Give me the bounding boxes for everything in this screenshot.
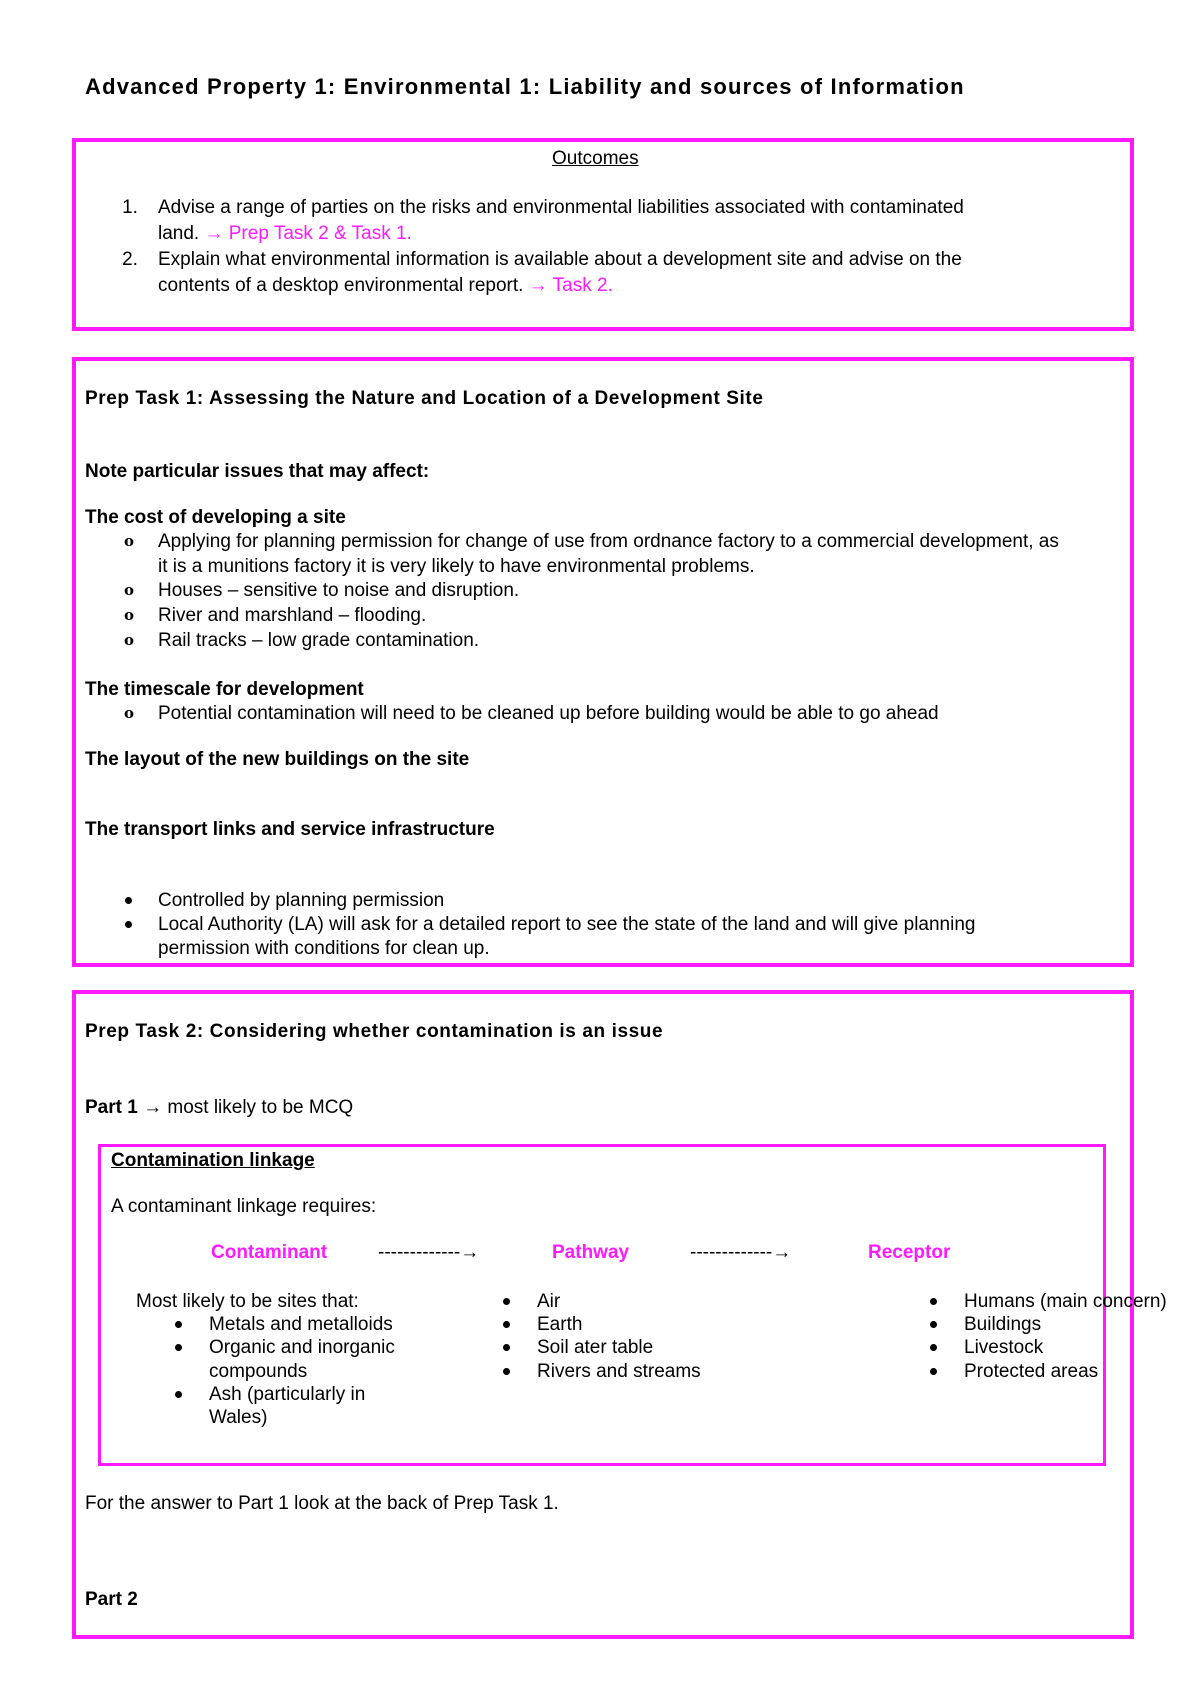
- arrow: -------------→: [690, 1242, 792, 1263]
- bullet-dot: [503, 1368, 510, 1375]
- receptor-item: Buildings: [964, 1314, 1042, 1335]
- cost-item: Houses – sensitive to noise and disruption.: [158, 580, 520, 601]
- receptor-item: Protected areas: [964, 1361, 1099, 1382]
- cost-item: Applying for planning permission for change of use from ordnance factory to a commercial development, as: [158, 531, 1059, 552]
- part-2-label: Part 2: [85, 1589, 138, 1610]
- bullet-dot: [175, 1391, 182, 1398]
- pathway-item: Rivers and streams: [537, 1361, 701, 1382]
- prep-task-1-heading: Prep Task 1: Assessing the Nature and Location of a Development Site: [85, 388, 764, 409]
- receptor-item: Humans (main concern): [964, 1291, 1167, 1312]
- part-1-text: → most likely to be MCQ: [143, 1097, 354, 1118]
- bullet-dot: [175, 1344, 182, 1351]
- bullet-dot: [175, 1321, 182, 1328]
- transport-heading: The transport links and service infrastructure: [85, 819, 495, 840]
- bullet-dot: [503, 1344, 510, 1351]
- cost-heading: The cost of developing a site: [85, 507, 346, 528]
- contaminant-intro: Most likely to be sites that:: [136, 1291, 359, 1312]
- outcome-text: contents of a desktop environmental report. → Task 2.: [158, 275, 613, 296]
- answer-note: For the answer to Part 1 look at the back of Prep Task 1.: [85, 1493, 559, 1514]
- pathway-item: Air: [537, 1291, 561, 1312]
- receptor-label: Receptor: [868, 1242, 951, 1263]
- outcome-number: 2.: [122, 249, 138, 270]
- outcome-text: land. → Prep Task 2 & Task 1.: [158, 223, 412, 244]
- cost-item: it is a munitions factory it is very likely to have environmental problems.: [158, 556, 755, 577]
- outcome-number: 1.: [122, 197, 138, 218]
- bullet-dot: [125, 921, 132, 928]
- contaminant-item: Organic and inorganic: [209, 1337, 395, 1358]
- timescale-item: Potential contamination will need to be cleaned up before building would be able to go ahead: [158, 703, 939, 724]
- bullet-marker: o: [124, 606, 135, 624]
- receptor-item: Livestock: [964, 1337, 1044, 1358]
- cost-item: River and marshland – flooding.: [158, 605, 427, 626]
- cost-item: Rail tracks – low grade contamination.: [158, 630, 480, 651]
- bullet-dot: [930, 1298, 937, 1305]
- prep-task-1-box: [72, 357, 1134, 967]
- page-title: Advanced Property 1: Environmental 1: Liability and sources of Information: [85, 74, 965, 99]
- timescale-heading: The timescale for development: [85, 679, 364, 700]
- bullet-item: permission with conditions for clean up.: [158, 938, 490, 959]
- bullet-item: Controlled by planning permission: [158, 890, 445, 911]
- part-1-label: Part 1: [85, 1097, 138, 1118]
- contaminant-item: Ash (particularly in: [209, 1384, 366, 1405]
- linkage-intro: A contaminant linkage requires:: [111, 1196, 377, 1217]
- arrow: -------------→: [378, 1242, 480, 1263]
- bullet-dot: [503, 1321, 510, 1328]
- contaminant-item: Wales): [209, 1407, 268, 1428]
- bullet-dot: [930, 1321, 937, 1328]
- contaminant-item: compounds: [209, 1361, 308, 1382]
- outcome-text: Advise a range of parties on the risks and environmental liabilities associated with contaminated: [158, 197, 964, 218]
- linkage-heading: Contamination linkage: [111, 1150, 315, 1171]
- contaminant-label: Contaminant: [211, 1242, 328, 1263]
- layout-heading: The layout of the new buildings on the site: [85, 749, 470, 770]
- outcome-link[interactable]: → Task 2.: [528, 275, 613, 296]
- bullet-marker: o: [124, 704, 135, 722]
- part-1-line: [85, 1096, 353, 1120]
- bullet-dot: [503, 1298, 510, 1305]
- bullet-marker: o: [124, 581, 135, 599]
- outcome-link[interactable]: → Prep Task 2 & Task 1.: [204, 223, 412, 244]
- pathway-label: Pathway: [552, 1242, 630, 1263]
- bullet-marker: o: [124, 631, 135, 649]
- bullet-dot: [125, 897, 132, 904]
- outcome-text: Explain what environmental information is available about a development site and advise on the: [158, 249, 962, 270]
- pathway-item: Soil ater table: [537, 1337, 654, 1358]
- bullet-item: Local Authority (LA) will ask for a detailed report to see the state of the land and will give planning: [158, 914, 976, 935]
- prep-task-2-heading: Prep Task 2: Considering whether contamination is an issue: [85, 1021, 664, 1042]
- outcomes-heading: Outcomes: [552, 148, 639, 169]
- bullet-dot: [930, 1368, 937, 1375]
- note-heading: Note particular issues that may affect:: [85, 461, 430, 482]
- bullet-dot: [930, 1344, 937, 1351]
- pathway-item: Earth: [537, 1314, 583, 1335]
- contaminant-item: Metals and metalloids: [209, 1314, 393, 1335]
- bullet-marker: o: [124, 532, 135, 550]
